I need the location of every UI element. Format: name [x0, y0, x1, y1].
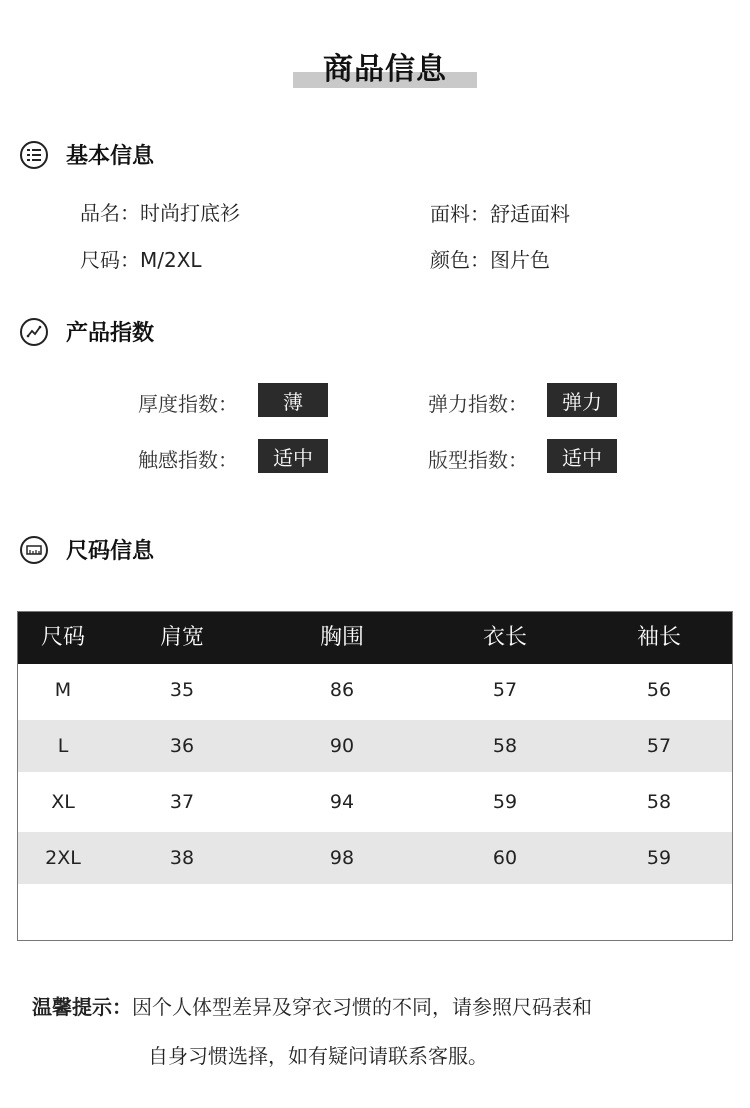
table-cell: 36 [169, 735, 195, 757]
table-cell: 57 [646, 735, 672, 757]
tip-text-1: 因个人体型差异及穿衣习惯的不同，请参照尺码表和 [132, 995, 592, 1019]
table-cell: XL [51, 791, 75, 813]
table-row [18, 664, 732, 716]
index-value-fit: 适中 [547, 439, 617, 473]
index-label-touch: 触感指数： [138, 448, 238, 472]
table-cell: 57 [492, 679, 518, 701]
column-header-length: 衣长 [482, 625, 528, 650]
table-cell: 56 [646, 679, 672, 701]
table-cell: 60 [492, 847, 518, 869]
column-header-sleeve: 袖长 [636, 625, 682, 650]
info-item-size [80, 244, 202, 273]
table-cell: L [57, 735, 69, 757]
table-row [18, 832, 732, 884]
table-cell: 37 [169, 791, 195, 813]
tip-line-2 [148, 1040, 488, 1069]
index-label-thickness: 厚度指数： [138, 392, 238, 416]
table-cell: 58 [646, 791, 672, 813]
info-item-color [430, 244, 550, 273]
info-item-fabric [430, 198, 570, 227]
table-cell: 94 [329, 791, 355, 813]
tip-text-2: 自身习惯选择，如有疑问请联系客服。 [148, 1044, 488, 1068]
index-value-touch: 适中 [258, 439, 328, 473]
tip-line-1 [32, 991, 592, 1020]
table-row [18, 776, 732, 828]
table-cell: M [54, 679, 72, 701]
size-table [17, 611, 733, 941]
table-cell: 35 [169, 679, 195, 701]
table-cell: 2XL [45, 847, 81, 869]
index-value-elasticity: 弹力 [547, 383, 617, 417]
table-cell: 59 [492, 791, 518, 813]
info-label: 颜色： [430, 248, 490, 272]
column-header-size: 尺码 [40, 625, 86, 650]
section-title-basic: 基本信息 [66, 144, 155, 169]
info-value: 时尚打底衫 [140, 201, 240, 225]
table-cell: 59 [646, 847, 672, 869]
info-label: 面料： [430, 202, 490, 226]
section-title-size: 尺码信息 [66, 539, 155, 564]
column-header-chest: 胸围 [319, 625, 365, 650]
table-cell: 38 [169, 847, 195, 869]
size-table-header [18, 612, 732, 664]
info-item-name [80, 197, 240, 226]
index-label-fit: 版型指数： [428, 448, 528, 472]
trend-icon [20, 318, 48, 346]
table-cell: 90 [329, 735, 355, 757]
index-label-elasticity: 弹力指数： [428, 392, 528, 416]
page-title: 商品信息 [323, 52, 447, 87]
list-icon [20, 141, 48, 169]
table-cell: 98 [329, 847, 355, 869]
table-cell: 86 [329, 679, 355, 701]
info-value: 图片色 [490, 248, 550, 272]
info-value: 舒适面料 [490, 202, 570, 226]
table-cell: 58 [492, 735, 518, 757]
ruler-icon [20, 536, 48, 564]
column-header-shoulder: 肩宽 [159, 625, 205, 650]
info-value: M/2XL [140, 248, 202, 272]
info-label: 品名： [80, 201, 140, 225]
tip-label: 温馨提示： [32, 995, 132, 1019]
table-row [18, 720, 732, 772]
info-label: 尺码： [80, 248, 140, 272]
section-title-index: 产品指数 [66, 321, 155, 346]
index-value-thickness: 薄 [258, 383, 328, 417]
